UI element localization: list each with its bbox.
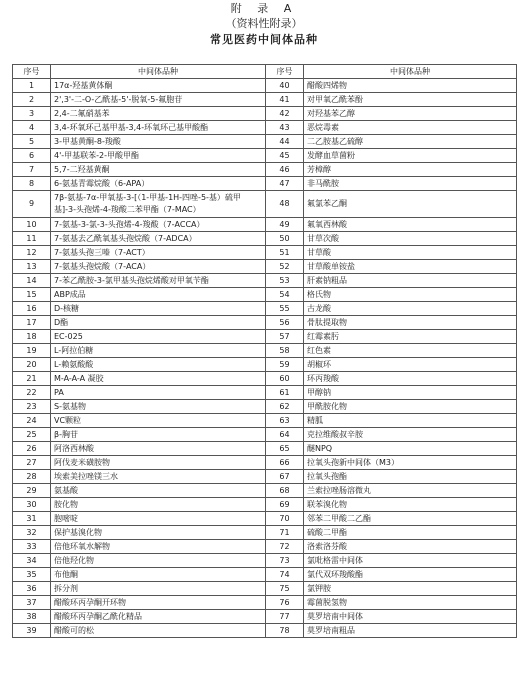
cell-name-left: 醋酸环丙孕酮乙酰化精品 [51, 610, 266, 624]
cell-no-left: 20 [13, 358, 51, 372]
cell-name-right: 甲醇钠 [304, 386, 517, 400]
cell-name-left: D-核糖 [51, 302, 266, 316]
table-row [13, 358, 517, 372]
cell-no-left: 30 [13, 498, 51, 512]
cell-name-left: 2,4-二氟硝基苯 [51, 107, 266, 121]
cell-name-right: 对甲氧乙酰苯酚 [304, 93, 517, 107]
cell-name-right: 芳樟醇 [304, 163, 517, 177]
cell-name-right: 拉氧头孢新中间体（M3） [304, 456, 517, 470]
table-row [13, 232, 517, 246]
cell-name-left: ABP成品 [51, 288, 266, 302]
cell-name-right: 克拉维酸叔辛胺 [304, 428, 517, 442]
cell-name-left: 保护基溴化物 [51, 526, 266, 540]
cell-no-right: 73 [266, 554, 304, 568]
cell-no-left: 38 [13, 610, 51, 624]
cell-name-right: 骨肽提取物 [304, 316, 517, 330]
cell-name-left: D酯 [51, 316, 266, 330]
cell-no-right: 44 [266, 135, 304, 149]
table-row [13, 596, 517, 610]
cell-name-left: 阿伐麦米磺胺物 [51, 456, 266, 470]
cell-no-left: 31 [13, 512, 51, 526]
table-row [13, 526, 517, 540]
cell-no-left: 28 [13, 470, 51, 484]
table-row [13, 288, 517, 302]
table-row [13, 107, 517, 121]
cell-no-left: 12 [13, 246, 51, 260]
table-row [13, 414, 517, 428]
table-row [13, 470, 517, 484]
cell-name-left: EC-025 [51, 330, 266, 344]
cell-name-right: 联苯溴化物 [304, 498, 517, 512]
cell-name-left: 布他酮 [51, 568, 266, 582]
cell-no-left: 13 [13, 260, 51, 274]
cell-no-left: 24 [13, 414, 51, 428]
cell-no-right: 61 [266, 386, 304, 400]
cell-name-left: 拆分剂 [51, 582, 266, 596]
table-row [13, 372, 517, 386]
cell-no-left: 27 [13, 456, 51, 470]
cell-no-left: 34 [13, 554, 51, 568]
table-row [13, 484, 517, 498]
cell-no-right: 62 [266, 400, 304, 414]
cell-no-right: 72 [266, 540, 304, 554]
cell-name-left: 7-氨基头孢三嗪（7-ACT） [51, 246, 266, 260]
col-header-no-left: 序号 [13, 65, 51, 79]
cell-no-left: 32 [13, 526, 51, 540]
cell-name-left: 醋酸可的松 [51, 624, 266, 638]
cell-no-left: 22 [13, 386, 51, 400]
cell-name-left: PA [51, 386, 266, 400]
cell-name-left: 胺化物 [51, 498, 266, 512]
cell-name-left: 倍他羟化物 [51, 554, 266, 568]
table-row [13, 582, 517, 596]
cell-no-left: 35 [13, 568, 51, 582]
cell-name-left: 7-氨基去乙酰氧基头孢烷酸（7-ADCA） [51, 232, 266, 246]
cell-name-left: S-氨基物 [51, 400, 266, 414]
cell-no-left: 11 [13, 232, 51, 246]
cell-name-right: 拉氧头孢酯 [304, 470, 517, 484]
cell-no-right: 49 [266, 218, 304, 232]
cell-no-left: 3 [13, 107, 51, 121]
cell-no-right: 46 [266, 163, 304, 177]
table-row [13, 624, 517, 638]
cell-name-right: 氟氧西林酸 [304, 218, 517, 232]
col-header-no-right: 序号 [266, 65, 304, 79]
cell-name-left: 2',3'-二-O-乙酰基-5'-脱氧-5-氟胞苷 [51, 93, 266, 107]
cell-no-left: 8 [13, 177, 51, 191]
table-row [13, 568, 517, 582]
table-row [13, 442, 517, 456]
cell-no-right: 54 [266, 288, 304, 302]
cell-name-left: L-阿拉伯糖 [51, 344, 266, 358]
cell-name-right: 红色素 [304, 344, 517, 358]
table-row [13, 191, 517, 218]
table-row [13, 121, 517, 135]
cell-name-left: L-赖氨酸酸 [51, 358, 266, 372]
cell-name-right: 洛索洛芬酸 [304, 540, 517, 554]
table-row [13, 177, 517, 191]
cell-name-left: β-胸苷 [51, 428, 266, 442]
table-row [13, 498, 517, 512]
cell-no-left: 2 [13, 93, 51, 107]
table-title: 常见医药中间体品种 [210, 33, 318, 46]
table-row [13, 79, 517, 93]
cell-name-right: 肝素钠粗品 [304, 274, 517, 288]
cell-name-left: 7β-氨基-7α-甲氧基-3-[（1-甲基-1H-四唑-5-基）硫甲基]-3-头孢烯-4-羧酸二苯甲酯（7-MAC） [51, 191, 266, 218]
cell-name-right: 恶烷毒素 [304, 121, 517, 135]
cell-name-left: 阿洛西林酸 [51, 442, 266, 456]
cell-no-right: 66 [266, 456, 304, 470]
cell-no-right: 50 [266, 232, 304, 246]
cell-no-right: 65 [266, 442, 304, 456]
cell-no-right: 70 [266, 512, 304, 526]
cell-no-right: 71 [266, 526, 304, 540]
table-row [13, 330, 517, 344]
cell-no-right: 77 [266, 610, 304, 624]
table-row [13, 218, 517, 232]
col-header-name-right: 中间体品种 [304, 65, 517, 79]
table-row [13, 260, 517, 274]
cell-no-right: 40 [266, 79, 304, 93]
cell-name-left: 7-氨基-3-氯-3-头孢烯-4-羧酸（7-ACCA） [51, 218, 266, 232]
cell-no-left: 1 [13, 79, 51, 93]
table-row [13, 246, 517, 260]
table-row [13, 316, 517, 330]
cell-no-left: 36 [13, 582, 51, 596]
cell-name-left: 倍他环氧水解物 [51, 540, 266, 554]
cell-no-right: 64 [266, 428, 304, 442]
table-row [13, 135, 517, 149]
cell-name-left: 7-苯乙酰胺-3-氯甲基头孢烷烯酸对甲氧苄酯 [51, 274, 266, 288]
cell-name-right: 甘草酸单铵盐 [304, 260, 517, 274]
cell-no-right: 53 [266, 274, 304, 288]
cell-no-left: 9 [13, 191, 51, 218]
cell-name-right: 兰索拉唑肠溶微丸 [304, 484, 517, 498]
cell-no-right: 43 [266, 121, 304, 135]
cell-name-left: 3,4-环氧环己基甲基-3,4-环氧环己基甲酸酯 [51, 121, 266, 135]
cell-no-right: 63 [266, 414, 304, 428]
cell-name-right: 氯吡格雷中间体 [304, 554, 517, 568]
cell-no-left: 23 [13, 400, 51, 414]
table-row [13, 93, 517, 107]
cell-name-right: 古龙酸 [304, 302, 517, 316]
table-row [13, 344, 517, 358]
cell-no-left: 10 [13, 218, 51, 232]
cell-name-left: 胞嘧啶 [51, 512, 266, 526]
cell-name-right: 氯代双环羧酸酯 [304, 568, 517, 582]
table-row [13, 554, 517, 568]
cell-no-left: 5 [13, 135, 51, 149]
cell-no-right: 47 [266, 177, 304, 191]
cell-no-right: 60 [266, 372, 304, 386]
cell-no-right: 74 [266, 568, 304, 582]
cell-name-left: 4'-甲基联苯-2-甲酸甲酯 [51, 149, 266, 163]
cell-name-left: 3-甲基黄酮-8-羧酸 [51, 135, 266, 149]
appendix-heading: 附 录 A [230, 2, 298, 15]
cell-no-left: 19 [13, 344, 51, 358]
cell-name-right: 对羟基苯乙醇 [304, 107, 517, 121]
cell-no-right: 78 [266, 624, 304, 638]
cell-name-right: 环丙羧酸 [304, 372, 517, 386]
table-row [13, 540, 517, 554]
intermediates-table [12, 64, 517, 638]
cell-no-left: 39 [13, 624, 51, 638]
cell-no-left: 18 [13, 330, 51, 344]
cell-no-left: 7 [13, 163, 51, 177]
cell-no-right: 75 [266, 582, 304, 596]
cell-no-right: 45 [266, 149, 304, 163]
cell-no-left: 33 [13, 540, 51, 554]
cell-no-left: 21 [13, 372, 51, 386]
cell-no-right: 76 [266, 596, 304, 610]
cell-no-right: 57 [266, 330, 304, 344]
cell-name-right: 胡椒环 [304, 358, 517, 372]
cell-no-right: 48 [266, 191, 304, 218]
cell-no-right: 56 [266, 316, 304, 330]
cell-name-right: 精胍 [304, 414, 517, 428]
table-row [13, 302, 517, 316]
cell-name-left: 醋酸环丙孕酮开环物 [51, 596, 266, 610]
cell-name-right: 醚NPQ [304, 442, 517, 456]
cell-no-left: 14 [13, 274, 51, 288]
cell-name-right: 醋酸四烯物 [304, 79, 517, 93]
cell-name-right: 莫罗培南粗品 [304, 624, 517, 638]
cell-no-right: 55 [266, 302, 304, 316]
cell-no-right: 68 [266, 484, 304, 498]
cell-name-left: 5,7-二羟基黄酮 [51, 163, 266, 177]
cell-name-right: 红霉素肟 [304, 330, 517, 344]
cell-name-right: 二乙胺基乙硫醇 [304, 135, 517, 149]
table-row [13, 512, 517, 526]
table-row [13, 610, 517, 624]
cell-name-left: 埃索美拉唑镁三水 [51, 470, 266, 484]
table-row [13, 149, 517, 163]
cell-name-left: M-A-A-A 凝胶 [51, 372, 266, 386]
cell-no-left: 16 [13, 302, 51, 316]
cell-name-right: 格氏物 [304, 288, 517, 302]
cell-name-left: 17α-羟基黄体酮 [51, 79, 266, 93]
cell-name-right: 硫酸二甲酯 [304, 526, 517, 540]
cell-no-right: 58 [266, 344, 304, 358]
table-row [13, 163, 517, 177]
cell-name-left: 氨基酸 [51, 484, 266, 498]
table-header-row [13, 65, 517, 79]
cell-name-left: 7-氨基头孢烷酸（7-ACA） [51, 260, 266, 274]
cell-name-right: 发酵血草菌粉 [304, 149, 517, 163]
cell-no-right: 51 [266, 246, 304, 260]
table-row [13, 428, 517, 442]
cell-no-right: 59 [266, 358, 304, 372]
cell-no-left: 26 [13, 442, 51, 456]
cell-name-right: 氯钾胺 [304, 582, 517, 596]
table-row [13, 400, 517, 414]
cell-no-left: 6 [13, 149, 51, 163]
cell-name-right: 邻苯二甲酸二乙酯 [304, 512, 517, 526]
cell-name-right: 霉菌脱氢物 [304, 596, 517, 610]
cell-no-right: 67 [266, 470, 304, 484]
cell-no-left: 4 [13, 121, 51, 135]
cell-no-left: 29 [13, 484, 51, 498]
cell-name-right: 氟氯苯乙酮 [304, 191, 517, 218]
cell-no-left: 15 [13, 288, 51, 302]
cell-name-left: 6-氨基青霉烷酸（6-APA） [51, 177, 266, 191]
cell-name-right: 非马酰胺 [304, 177, 517, 191]
cell-no-left: 37 [13, 596, 51, 610]
cell-no-left: 17 [13, 316, 51, 330]
cell-name-right: 莫罗培南中间体 [304, 610, 517, 624]
cell-no-right: 69 [266, 498, 304, 512]
cell-name-right: 甘草次酸 [304, 232, 517, 246]
table-row [13, 386, 517, 400]
cell-name-right: 甘草酸 [304, 246, 517, 260]
table-row [13, 456, 517, 470]
cell-no-right: 42 [266, 107, 304, 121]
cell-no-right: 52 [266, 260, 304, 274]
col-header-name-left: 中间体品种 [51, 65, 266, 79]
table-row [13, 274, 517, 288]
cell-name-left: VC颗粒 [51, 414, 266, 428]
cell-no-left: 25 [13, 428, 51, 442]
cell-name-right: 甲酰胺化物 [304, 400, 517, 414]
appendix-note: （资料性附录） [225, 17, 303, 30]
cell-no-right: 41 [266, 93, 304, 107]
